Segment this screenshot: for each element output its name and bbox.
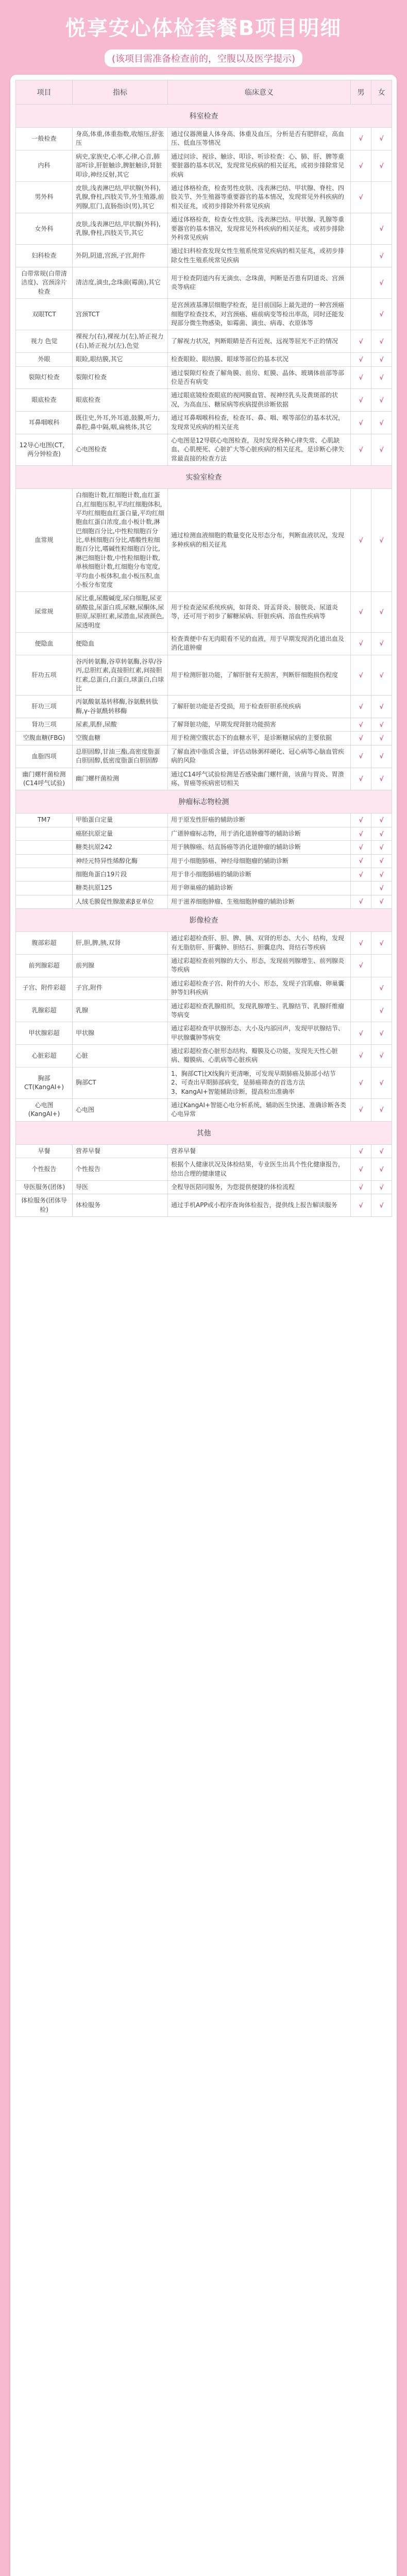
cell-project: 血常规 [16, 489, 73, 592]
table-row [16, 1144, 392, 1158]
cell-male: √ [351, 128, 371, 150]
cell-female: √ [371, 389, 392, 412]
cell-meaning: 通过彩超检查乳腺组织，发现乳腺增生、乳腺结节、乳腺纤维瘤等病变 [168, 999, 351, 1022]
cell-meaning: 检查眼睑、眼结膜、眼球等部位的基本状况 [168, 353, 351, 366]
cell-meaning: 用于小细胞肺癌、神经母细胞瘤的辅助诊断 [168, 854, 351, 868]
cell-female: √ [371, 353, 392, 366]
cell-male: √ [351, 1144, 371, 1158]
table-row [16, 299, 392, 330]
table-row [16, 854, 392, 868]
cell-indicators: 裂隙灯检查 [73, 366, 168, 389]
table-row [16, 1022, 392, 1045]
section-row [16, 790, 392, 814]
cell-project: 甲状腺彩超 [16, 1022, 73, 1045]
cell-project: 一般检查 [16, 128, 73, 150]
cell-meaning: 用于检测肝脏功能，了解肝脏有无损害，判断肝细胞损伤程度 [168, 655, 351, 696]
cell-female: √ [371, 592, 392, 633]
table-row [16, 592, 392, 633]
section-title: 其他 [16, 1121, 392, 1144]
cell-meaning: 用于检测空腹状态下的血糖水平，是诊断糖尿病的主要依据 [168, 732, 351, 745]
cell-project: 空腹血糖(FBG) [16, 732, 73, 745]
cell-meaning: 用于非小细胞肺癌的辅助诊断 [168, 868, 351, 882]
cell-indicators: 丙氨酸氨基转移酶,谷氨酰转肽酶,γ-谷氨酰转移酶 [73, 696, 168, 718]
cell-female: √ [371, 299, 392, 330]
cell-project: 血脂四项 [16, 745, 73, 768]
table-row [16, 389, 392, 412]
cell-female: √ [371, 1099, 392, 1122]
cell-meaning: 通过彩超检查心脏形态结构、瓣膜及心功能，发现先天性心脏病、瓣膜病、心肌病等心脏疾病 [168, 1045, 351, 1067]
cell-indicators: 前列腺 [73, 954, 168, 977]
cell-project: 肾功三项 [16, 718, 73, 732]
cell-project: 双眼TCT [16, 299, 73, 330]
column-header-female: 女 [371, 80, 392, 105]
cell-meaning: 通过裂隙灯检查了解角膜、前房、虹膜、晶体、玻璃体前部等部位是否有病变 [168, 366, 351, 389]
table-header-row [16, 80, 392, 105]
cell-meaning: 根据个人健康状况及体检结果，专业医生出具个性化健康报告，给出合理的健康建议 [168, 1158, 351, 1181]
cell-indicators: 皮肤,浅表淋巴结,甲状腺(外科),乳腺,脊柱,四肢关节,其它 [73, 213, 168, 245]
cell-meaning: 通过妇科检查发现女性生殖系统常见疾病的相关征兆，或初步排除女性生殖系统常见疾病 [168, 245, 351, 267]
table-row [16, 181, 392, 213]
cell-male: √ [351, 1158, 371, 1181]
cell-meaning: 了解血液中脂质含量，评估动脉粥样硬化、冠心病等心脑血管疾病的风险 [168, 745, 351, 768]
cell-project: 裂隙灯检查 [16, 366, 73, 389]
cell-male: √ [351, 814, 371, 827]
table-row [16, 999, 392, 1022]
cell-indicators: 子宫,附件 [73, 977, 168, 999]
cell-indicators: 皮肤,浅表淋巴结,甲状腺(外科),乳腺,脊柱,四肢关节,外生殖器,前列腺,肛门,直肠指诊(男),其它 [73, 181, 168, 213]
cell-meaning: 了解肾脏功能，早期发现肾脏功能损害 [168, 718, 351, 732]
cell-male [351, 299, 371, 330]
cell-meaning: 通过彩超检查甲状腺形态、大小及内部回声，发现甲状腺结节、甲状腺囊肿等病变 [168, 1022, 351, 1045]
cell-female: √ [371, 732, 392, 745]
cell-male: √ [351, 632, 371, 655]
cell-female: √ [371, 814, 392, 827]
cell-female: √ [371, 1045, 392, 1067]
table-row [16, 489, 392, 592]
cell-male: √ [351, 854, 371, 868]
cell-meaning: 通过眼底镜检查眼底的视网膜血管、视神经乳头及黄斑部的状况，为高血压、糖尿病等疾病提供诊断依据 [168, 389, 351, 412]
cell-indicators: 个性报告 [73, 1158, 168, 1181]
cell-female: √ [371, 1022, 392, 1045]
detail-card [10, 75, 397, 2576]
cell-meaning: 是宫颈液基薄层细胞学检查，是目前国际上最先进的一种宫颈癌细胞学检查技术，对宫颈癌、癌前病变等检出率高，同时还能发现部分微生物感染，如霉菌、滴虫、病毒、衣原体等 [168, 299, 351, 330]
cell-meaning: 通过彩超检查子宫、附件的大小、形态，发现子宫肌瘤、卵巢囊肿等妇科疾病 [168, 977, 351, 999]
cell-male: √ [351, 895, 371, 908]
cell-female: √ [371, 882, 392, 895]
table-row [16, 895, 392, 908]
cell-meaning: 1、胸部CT比X线胸片更清晰，可发现早期肺癌及肺部小结节 2、可查出早期肺部病变，是肺癌筛查的首选方法 3、KangAI+智能辅助诊断，提高检出准确率 [168, 1067, 351, 1098]
cell-project [16, 895, 73, 908]
cell-male [351, 882, 371, 895]
cell-male: √ [351, 150, 371, 181]
cell-female [371, 181, 392, 213]
table-row [16, 732, 392, 745]
cell-indicators: 眼底检查 [73, 389, 168, 412]
cell-female: √ [371, 245, 392, 267]
cell-meaning: 通过C14呼气试验检测是否感染幽门螺杆菌，该菌与胃炎、胃溃疡、胃癌等疾病密切相关 [168, 768, 351, 790]
cell-project: 乳腺彩超 [16, 999, 73, 1022]
table-row [16, 267, 392, 299]
cell-male: √ [351, 1194, 371, 1217]
table-row [16, 366, 392, 389]
cell-male: √ [351, 932, 371, 955]
cell-project: 心电图(KangAI+) [16, 1099, 73, 1122]
cell-male: √ [351, 366, 371, 389]
page-subtitle: (该项目需准备检查前的，空腹以及医学提示) [105, 49, 302, 67]
section-title: 科室检查 [16, 105, 392, 128]
section-title: 实验室检查 [16, 466, 392, 489]
cell-male: √ [351, 489, 371, 592]
cell-male [351, 977, 371, 999]
cell-male: √ [351, 868, 371, 882]
cell-female: √ [371, 1180, 392, 1194]
section-row [16, 909, 392, 932]
table-row [16, 954, 392, 977]
cell-meaning: 通过体格检查，检查男性皮肤、浅表淋巴结、甲状腺、脊柱、四肢关节、外生殖器等重要器官的基本情况，发现常见外科疾病的相关征兆，或初步排除外科常见疾病 [168, 181, 351, 213]
cell-project: 胸部CT(KangAI+) [16, 1067, 73, 1098]
cell-indicators: 甲状腺 [73, 1022, 168, 1045]
cell-female: √ [371, 1194, 392, 1217]
cell-indicators: 乳腺 [73, 999, 168, 1022]
table-row [16, 841, 392, 854]
cell-indicators: 糖类抗原125 [73, 882, 168, 895]
cell-female: √ [371, 841, 392, 854]
cell-female: √ [371, 827, 392, 840]
cell-meaning: 用于原发性肝癌的辅助诊断 [168, 814, 351, 827]
cell-male [351, 999, 371, 1022]
table-row [16, 868, 392, 882]
column-header-male: 男 [351, 80, 371, 105]
cell-project: 女外科 [16, 213, 73, 245]
cell-project [16, 841, 73, 854]
cell-male: √ [351, 1099, 371, 1122]
cell-indicators: 清洁度,滴虫,念珠菌(霉菌),其它 [73, 267, 168, 299]
table-row [16, 1158, 392, 1181]
cell-meaning: 用于检查阴道内有无滴虫、念珠菌，判断是否患有阴道炎、宫颈炎等病症 [168, 267, 351, 299]
table-row [16, 1194, 392, 1217]
cell-project: 前列腺彩超 [16, 954, 73, 977]
cell-project [16, 827, 73, 840]
table-row [16, 827, 392, 840]
cell-female: √ [371, 128, 392, 150]
cell-meaning: 用于卵巢癌的辅助诊断 [168, 882, 351, 895]
cell-indicators: 细胞角蛋白19片段 [73, 868, 168, 882]
table-row [16, 412, 392, 434]
cell-project: 眼底检查 [16, 389, 73, 412]
cell-male: √ [351, 353, 371, 366]
cell-indicators: 宫颈TCT [73, 299, 168, 330]
cell-male [351, 267, 371, 299]
detail-table [15, 80, 392, 1217]
page-title: 悦享安心体检套餐B项目明细 [65, 16, 342, 40]
cell-female: √ [371, 434, 392, 465]
cell-indicators: 癌胚抗原定量 [73, 827, 168, 840]
table-body [16, 105, 392, 1217]
cell-project: 子宫、附件彩超 [16, 977, 73, 999]
cell-female: √ [371, 489, 392, 592]
table-row [16, 718, 392, 732]
cell-project: 腹部彩超 [16, 932, 73, 955]
cell-indicators: 既往史,外耳,外耳道,鼓膜,听力,鼻腔,鼻中隔,咽,扁桃体,其它 [73, 412, 168, 434]
table-row [16, 745, 392, 768]
cell-meaning: 通过KangAI+智能心电分析系统，辅助医生快速、准确诊断各类心电异常 [168, 1099, 351, 1122]
cell-meaning: 营养早餐 [168, 1144, 351, 1158]
table-row [16, 213, 392, 245]
cell-male: √ [351, 181, 371, 213]
cell-indicators: 肝,胆,脾,胰,双肾 [73, 932, 168, 955]
cell-project: 肝功五项 [16, 655, 73, 696]
cell-project: 男外科 [16, 181, 73, 213]
table-row [16, 245, 392, 267]
cell-male: √ [351, 655, 371, 696]
cell-indicators: 体检服务 [73, 1194, 168, 1217]
cell-indicators: 尿比重,尿酸碱度,尿白细胞,尿亚硝酸盐,尿蛋白质,尿糖,尿酮体,尿胆原,尿胆红素,尿潜血,尿液颜色,尿透明度 [73, 592, 168, 633]
cell-indicators: 胸部CT [73, 1067, 168, 1098]
cell-meaning: 了解肝脏功能是否受损，用于检查肝胆系统疾病 [168, 696, 351, 718]
cell-meaning: 通过体格检查，检查女性皮肤、浅表淋巴结、甲状腺、乳腺等重要器官的基本情况，发现常见外科疾病的相关征兆，或初步排除外科常见疾病 [168, 213, 351, 245]
column-header-meaning: 临床意义 [168, 80, 351, 105]
cell-indicators: 眼睑,眼结膜,其它 [73, 353, 168, 366]
cell-female: √ [371, 150, 392, 181]
table-row [16, 696, 392, 718]
cell-meaning: 全程导医陪同服务，为您提供便捷的体检流程 [168, 1180, 351, 1194]
cell-female: √ [371, 854, 392, 868]
table-row [16, 150, 392, 181]
cell-indicators: 裸视力(右),裸视力(左),矫正视力(右),矫正视力(左),色觉 [73, 330, 168, 353]
cell-project: 个性报告 [16, 1158, 73, 1181]
cell-female: √ [371, 632, 392, 655]
cell-female: √ [371, 718, 392, 732]
cell-indicators: 病史,家族史,心率,心律,心音,肺部听诊,肝脏触诊,脾脏触诊,肾脏叩诊,神经反射,其它 [73, 150, 168, 181]
cell-project: 心脏彩超 [16, 1045, 73, 1067]
table-row [16, 632, 392, 655]
cell-male: √ [351, 412, 371, 434]
cell-indicators: 心电图检查 [73, 434, 168, 465]
cell-indicators: 心电图 [73, 1099, 168, 1122]
table-row [16, 1180, 392, 1194]
cell-project: 妇科检查 [16, 245, 73, 267]
cell-indicators: 空腹血糖 [73, 732, 168, 745]
cell-indicators: 糖类抗原242 [73, 841, 168, 854]
cell-project: 幽门螺杆菌检测(C14呼气试验) [16, 768, 73, 790]
cell-meaning: 通过手机APP或小程序查询体检报告，提供线上报告解读服务 [168, 1194, 351, 1217]
cell-project: 尿常规 [16, 592, 73, 633]
cell-male: √ [351, 954, 371, 977]
cell-meaning: 通过问诊、视诊、触诊、叩诊、听诊检查：心、肺、肝、脾等重要脏器的基本状况，发现常见疾病的相关征兆，或初步排除常见疾病 [168, 150, 351, 181]
cell-male: √ [351, 841, 371, 854]
table-row [16, 330, 392, 353]
cell-female: √ [371, 932, 392, 955]
cell-male: √ [351, 718, 371, 732]
cell-project [16, 882, 73, 895]
cell-male: √ [351, 768, 371, 790]
section-row [16, 105, 392, 128]
table-row [16, 353, 392, 366]
cell-meaning: 通过彩超检查肝、胆、脾、胰、双肾的形态、大小、结构，发现有无脂肪肝、肝囊肿、胆结石、胆囊息肉、肾结石等疾病 [168, 932, 351, 955]
cell-indicators: 神经元特异性烯醇化酶 [73, 854, 168, 868]
cell-indicators: 身高,体重,体重指数,收缩压,舒张压 [73, 128, 168, 150]
cell-male: √ [351, 434, 371, 465]
cell-female: √ [371, 999, 392, 1022]
cell-female: √ [371, 768, 392, 790]
cell-project: 导医服务(团体) [16, 1180, 73, 1194]
cell-project: 外眼 [16, 353, 73, 366]
cell-indicators: 人绒毛膜促性腺激素β亚单位 [73, 895, 168, 908]
cell-project: 内科 [16, 150, 73, 181]
section-row [16, 1121, 392, 1144]
table-row [16, 814, 392, 827]
cell-indicators: 总胆固醇,甘油三酯,高密度脂蛋白胆固醇,低密度脂蛋白胆固醇 [73, 745, 168, 768]
table-row [16, 977, 392, 999]
cell-female: √ [371, 1158, 392, 1181]
cell-indicators: 白细胞计数,红细胞计数,血红蛋白,红细胞压积,平均红细胞体积,平均红细胞血红蛋白量,平均红细胞血红蛋白浓度,血小板计数,淋巴细胞百分比,中性粒细胞百分比,单核细胞百分比,嗜酸性粒细胞百分比,嗜碱性粒细胞百分比,淋巴细胞计数,中性粒细胞计数,单核细胞计数,红细胞分布宽度,平均血小板体积,血小板压积,血小板分布宽度 [73, 489, 168, 592]
cell-indicators: 幽门螺杆菌检测 [73, 768, 168, 790]
cell-meaning: 通过检测血液细胞的数量变化及形态分布，判断血液状况，发现多种疾病的相关征兆 [168, 489, 351, 592]
table-row [16, 1099, 392, 1122]
section-row [16, 466, 392, 489]
cell-female: √ [371, 366, 392, 389]
cell-female: √ [371, 977, 392, 999]
cell-meaning: 用于胰腺癌、结直肠癌等消化道肿瘤的辅助诊断 [168, 841, 351, 854]
cell-indicators: 便隐血 [73, 632, 168, 655]
cell-project: 肝功三项 [16, 696, 73, 718]
cell-meaning: 用于滋养细胞肿瘤、生殖细胞肿瘤的辅助诊断 [168, 895, 351, 908]
column-header-project: 项目 [16, 80, 73, 105]
cell-male: √ [351, 1180, 371, 1194]
cell-indicators: 导医 [73, 1180, 168, 1194]
cell-male [351, 245, 371, 267]
cell-project: 12导心电图(CT，两分钟检查) [16, 434, 73, 465]
cell-female: √ [371, 868, 392, 882]
section-title: 肿瘤标志物检测 [16, 790, 392, 814]
cell-female: √ [371, 267, 392, 299]
cell-meaning: 通过彩超检查前列腺的大小、形态，发现前列腺增生、前列腺炎等疾病 [168, 954, 351, 977]
cell-project [16, 868, 73, 882]
cell-meaning: 通过耳鼻咽喉科检查，检查耳、鼻、咽、喉等部位的基本状况，发现常见疾病的相关征兆 [168, 412, 351, 434]
table-row [16, 882, 392, 895]
cell-project [16, 854, 73, 868]
cell-female: √ [371, 330, 392, 353]
cell-project: 便隐血 [16, 632, 73, 655]
table-row [16, 768, 392, 790]
cell-project: 视力 色觉 [16, 330, 73, 353]
cell-project: 耳鼻咽喉科 [16, 412, 73, 434]
cell-female: √ [371, 655, 392, 696]
cell-male: √ [351, 745, 371, 768]
cell-indicators: 尿素,肌酐,尿酸 [73, 718, 168, 732]
cell-meaning: 心电图是12导联心电图检查，及时发现各种心律失常、心肌缺血、心肌梗死、心脏扩大等心脏疾病的相关征兆，是诊断心律失常最直接的检查方法 [168, 434, 351, 465]
cell-female: √ [371, 412, 392, 434]
cell-male: √ [351, 1067, 371, 1098]
cell-project: 早餐 [16, 1144, 73, 1158]
cell-female: √ [371, 1067, 392, 1098]
table-row [16, 434, 392, 465]
cell-male: √ [351, 1045, 371, 1067]
cell-project: TM7 [16, 814, 73, 827]
cell-indicators: 心脏 [73, 1045, 168, 1067]
cell-indicators: 甲胎蛋白定量 [73, 814, 168, 827]
table-row [16, 1045, 392, 1067]
cell-indicators: 营养早餐 [73, 1144, 168, 1158]
table-row [16, 128, 392, 150]
cell-male: √ [351, 732, 371, 745]
cell-female: √ [371, 1144, 392, 1158]
cell-male: √ [351, 1022, 371, 1045]
cell-male: √ [351, 592, 371, 633]
cell-meaning: 了解视力状况，判断眼睛是否有近视、远视等屈光不正的情况 [168, 330, 351, 353]
column-header-indicator: 指标 [73, 80, 168, 105]
cell-indicators: 外阴,阴道,宫颈,子宫,附件 [73, 245, 168, 267]
cell-female: √ [371, 745, 392, 768]
cell-male: √ [351, 330, 371, 353]
cell-male: √ [351, 389, 371, 412]
cell-meaning: 检查粪便中有无肉眼看不见的血液，用于早期发现消化道出血及消化道肿瘤 [168, 632, 351, 655]
cell-indicators: 谷丙转氨酶,谷草转氨酶,谷草/谷丙,总胆红素,直接胆红素,间接胆红素,总蛋白,白蛋白,球蛋白,白球比 [73, 655, 168, 696]
cell-male: √ [351, 696, 371, 718]
cell-male [351, 213, 371, 245]
cell-female [371, 954, 392, 977]
table-row [16, 932, 392, 955]
table-row [16, 1067, 392, 1098]
cell-project: 白带常规(白带清洁度)、宫颈涂片检查 [16, 267, 73, 299]
cell-female: √ [371, 895, 392, 908]
cell-meaning: 广谱肿瘤标志物，用于消化道肿瘤等的辅助诊断 [168, 827, 351, 840]
table-row [16, 655, 392, 696]
cell-meaning: 用于检查泌尿系统疾病，如肾炎、肾盂肾炎、膀胱炎、尿道炎等，还可用于初步了解糖尿病、肝脏疾病、溶血性疾病等 [168, 592, 351, 633]
cell-female: √ [371, 213, 392, 245]
section-title: 影像检查 [16, 909, 392, 932]
cell-female: √ [371, 696, 392, 718]
cell-project: 体检服务(团体导检) [16, 1194, 73, 1217]
cell-meaning: 通过仪器测量人体身高、体重及血压，分析是否有肥胖症，高血压、低血压等情况 [168, 128, 351, 150]
cell-male: √ [351, 827, 371, 840]
